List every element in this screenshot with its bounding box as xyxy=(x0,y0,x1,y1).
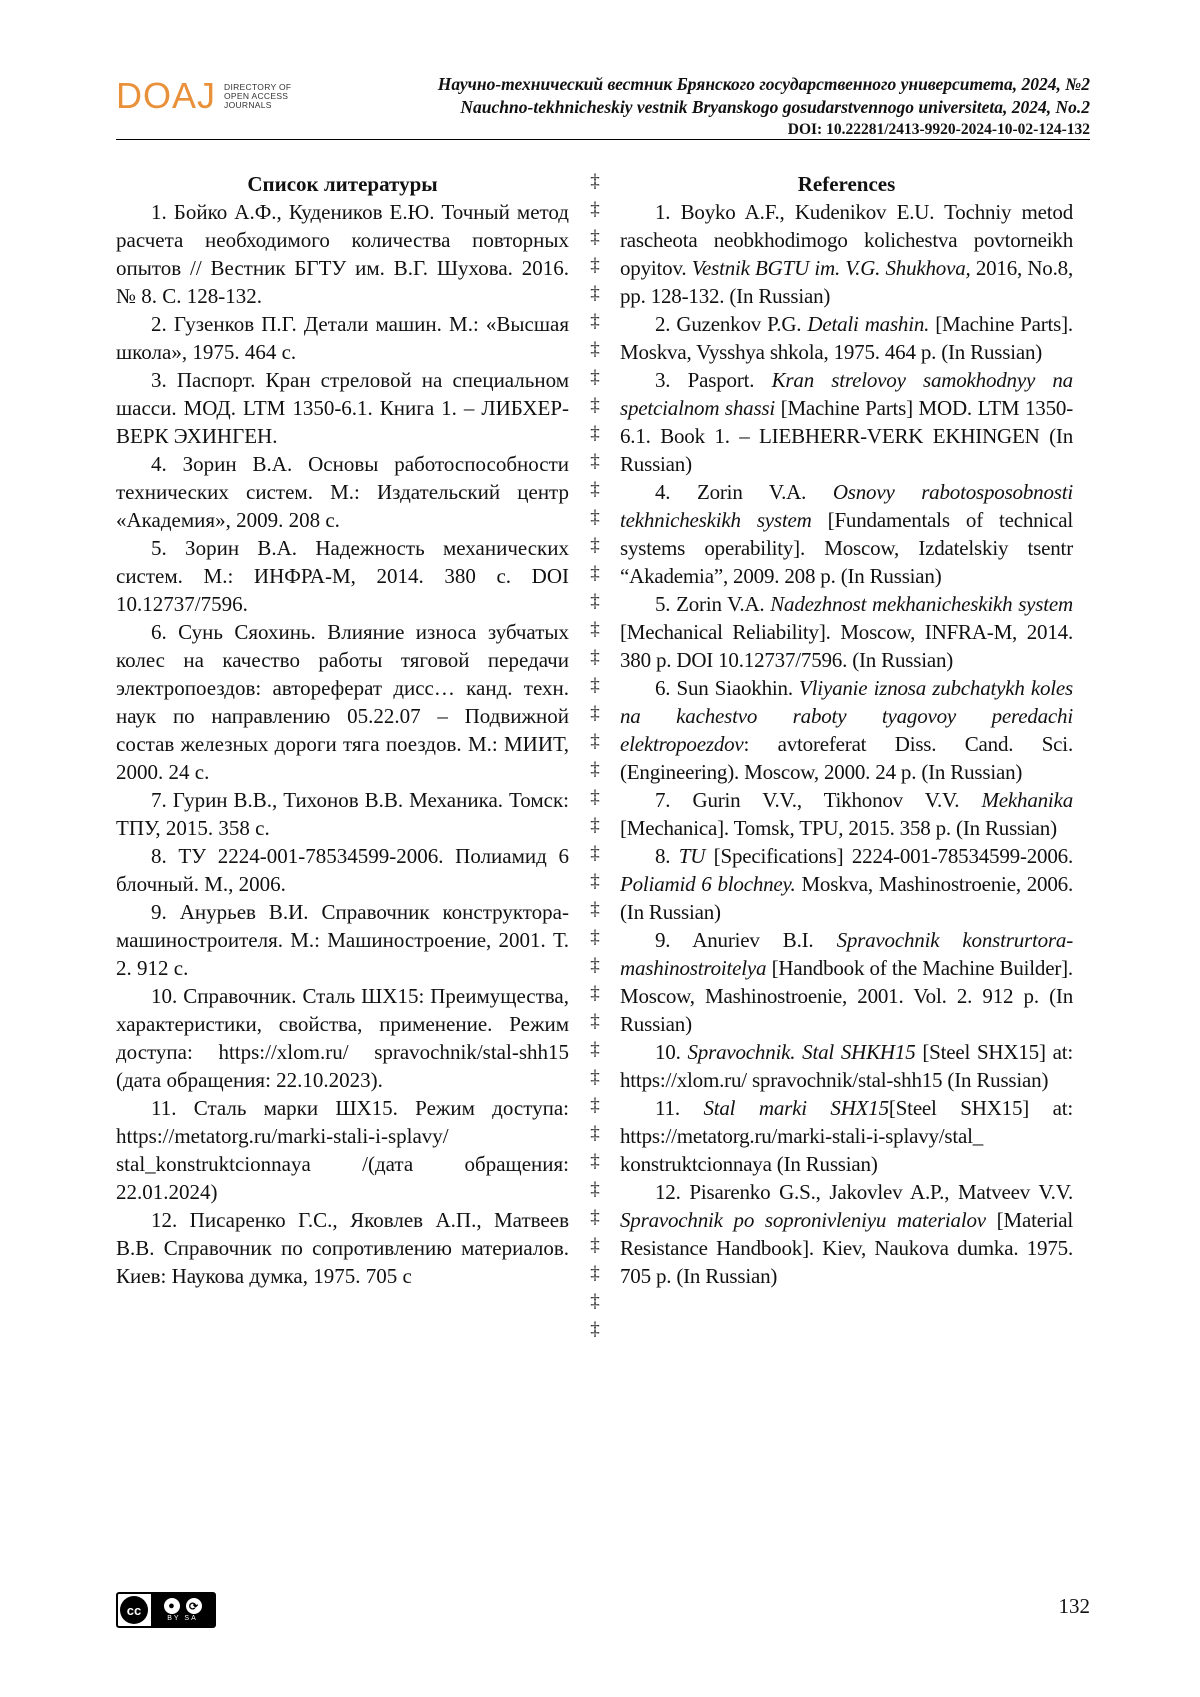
reference-item-ru: 6. Сунь Сяохинь. Влияние износа зубчатых колес на качество работы тяговой передачи электропоездов: автореферат дисс… канд. техн. наук по направлению 05.22.07 – Подвижной состав железных дороги тяга поездов. М.: МИИТ, 2000. 24 с. xyxy=(116,620,569,784)
person-icon: ● xyxy=(164,1598,180,1614)
divider-glyph: ‡ xyxy=(590,311,600,332)
divider-glyph: ‡ xyxy=(590,563,600,584)
column-divider xyxy=(584,168,606,1344)
doaj-logo-caption: DIRECTORY OF OPEN ACCESS JOURNALS xyxy=(224,81,292,110)
divider-glyph: ‡ xyxy=(590,199,600,220)
page-number: 132 xyxy=(1058,1594,1090,1618)
journal-title-ru: Научно-технический вестник Брянского государственного университета, 2024, №2 xyxy=(437,74,1090,94)
divider-glyph: ‡ xyxy=(590,675,600,696)
reference-item-ru: 5. Зорин В.А. Надежность механических систем. М.: ИНФРА-М, 2014. 380 с. DOI 10.12737/7596. xyxy=(116,536,569,616)
divider-glyph: ‡ xyxy=(590,1095,600,1116)
divider-glyph: ‡ xyxy=(590,787,600,808)
divider-glyph: ‡ xyxy=(590,367,600,388)
divider-glyph: ‡ xyxy=(590,1151,600,1172)
reference-item-en: 7. Gurin V.V., Tikhonov V.V. Mekhanika [Mechanica]. Tomsk, TPU, 2015. 358 p. (In Russian) xyxy=(620,788,1073,840)
reference-item-en: 3. Pasport. Kran strelovoy samokhodnyy na spetcialnom shassi [Machine Parts] MOD. LTM 1350-6.1. Book 1. – LIEBHERR-VERK EKHINGEN (In Russian) xyxy=(620,368,1073,476)
share-alike-icon: ⟳ xyxy=(186,1598,202,1614)
reference-item-ru: 4. Зорин В.А. Основы работоспособности технических систем. М.: Издательский центр «Академия», 2009. 208 с. xyxy=(116,452,569,532)
reference-list-ru-title: Список литературы xyxy=(247,172,438,196)
divider-glyph: ‡ xyxy=(590,1011,600,1032)
reference-item-en: 2. Guzenkov P.G. Detali mashin. [Machine Parts]. Moskva, Vysshya shkola, 1975. 464 p. (In Russian) xyxy=(620,312,1073,364)
doi: DOI: 10.22281/2413-9920-2024-10-02-124-132 xyxy=(787,121,1090,138)
divider-glyph: ‡ xyxy=(590,759,600,780)
divider-glyph: ‡ xyxy=(590,395,600,416)
reference-item-en: 12. Pisarenko G.S., Jakovlev A.P., Matveev V.V. Spravochnik po sopronivleniyu materialov [Material Resistance Handbook]. Kiev, Naukova dumka. 1975. 705 p. (In Russian) xyxy=(620,1180,1074,1288)
divider-glyph: ‡ xyxy=(590,1039,600,1060)
reference-list-en xyxy=(620,170,1073,1290)
divider-glyph: ‡ xyxy=(590,1179,600,1200)
divider-glyph: ‡ xyxy=(590,507,600,528)
reference-item-en: 11. Stal marki SHX15[Steel SHX15] at: https://metatorg.ru/marki-stali-i-splavy/stal_ konstruktcionnaya (In Russian) xyxy=(620,1096,1073,1176)
divider-glyph: ‡ xyxy=(590,479,600,500)
reference-item-ru: 9. Анурьев В.И. Справочник конструктора-машиностроителя. М.: Машиностроение, 2001. Т. 2. 912 с. xyxy=(116,900,569,980)
divider-glyph: ‡ xyxy=(590,983,600,1004)
reference-item-ru: 8. ТУ 2224-001-78534599-2006. Полиамид 6 блочный. М., 2006. xyxy=(116,844,569,896)
divider-glyph: ‡ xyxy=(590,871,600,892)
reference-item-ru: 10. Справочник. Сталь ШХ15: Преимущества, характеристики, свойства, применение. Режим доступа: https://xlom.ru/ spravochnik/stal-shh15 (дата обращения: 22.10.2023). xyxy=(116,984,569,1092)
divider-glyph: ‡ xyxy=(590,731,600,752)
divider-glyph: ‡ xyxy=(590,1067,600,1088)
reference-items-en xyxy=(620,198,1073,1290)
divider-glyph: ‡ xyxy=(590,171,600,192)
divider-glyph: ‡ xyxy=(590,1291,600,1312)
doaj-logo xyxy=(116,75,292,116)
reference-item-ru: 2. Гузенков П.Г. Детали машин. М.: «Высшая школа», 1975. 464 с. xyxy=(116,312,569,364)
divider-glyph: ‡ xyxy=(590,451,600,472)
running-header xyxy=(438,73,1090,140)
cc-badge: cc xyxy=(120,1596,148,1624)
reference-list-ru xyxy=(116,170,569,1290)
divider-glyph: ‡ xyxy=(590,535,600,556)
divider-glyph: ‡ xyxy=(590,815,600,836)
divider-glyph: ‡ xyxy=(590,703,600,724)
divider-glyph: ‡ xyxy=(590,227,600,248)
reference-item-en: 8. TU [Specifications] 2224-001-78534599-2006. Poliamid 6 blochney. Moskva, Mashinostroenie, 2006. (In Russian) xyxy=(620,844,1074,924)
reference-item-en: 6. Sun Siaokhin. Vliyanie iznosa zubchatykh koles na kachestvo raboty tyagovoy peredachi elektropoezdov: avtoreferat Diss. Cand. Sci. (Engineering). Moscow, 2000. 24 p. (In Russian) xyxy=(620,676,1074,784)
divider-glyph: ‡ xyxy=(590,255,600,276)
reference-list-en-title: References xyxy=(797,172,896,196)
divider-glyph: ‡ xyxy=(590,283,600,304)
divider-glyph: ‡ xyxy=(590,1263,600,1284)
cc-strip xyxy=(151,1594,214,1626)
divider-glyph: ‡ xyxy=(590,1123,600,1144)
reference-item-ru: 7. Гурин В.В., Тихонов В.В. Механика. Томск: ТПУ, 2015. 358 с. xyxy=(116,788,569,840)
divider-glyph: ‡ xyxy=(590,423,600,444)
divider-glyph: ‡ xyxy=(590,591,600,612)
divider-glyph: ‡ xyxy=(590,1235,600,1256)
reference-item-ru: 3. Паспорт. Кран стреловой на специальном шасси. МОД. LTM 1350-6.1. Книга 1. – ЛИБХЕР-ВЕРК ЭХИНГЕН. xyxy=(116,368,569,448)
divider-glyph: ‡ xyxy=(590,899,600,920)
header-rule xyxy=(116,139,1090,140)
reference-item-en: 10. Spravochnik. Stal SHKH15 [Steel SHX15] at: https://xlom.ru/ spravochnik/stal-shh15 (In Russian) xyxy=(620,1040,1073,1092)
divider-glyph: ‡ xyxy=(590,1319,600,1340)
reference-item-en: 9. Anuriev B.I. Spravochnik konstrurtora-mashinostroitelya [Handbook of the Machine Builder]. Moscow, Mashinostroenie, 2001. Vol. 2. 912 p. (In Russian) xyxy=(620,928,1073,1036)
reference-item-en: 4. Zorin V.A. Osnovy rabotosposobnosti tekhnicheskikh system [Fundamentals of technical systems operability]. Moscow, Izdatelskiy tsentr “Akademia”, 2009. 208 p. (In Russian) xyxy=(620,480,1074,588)
reference-item-en: 1. Boyko A.F., Kudenikov E.U. Tochniy metod rascheota neobkhodimogo kolichestva povtorneikh opyitov. Vestnik BGTU im. V.G. Shukhova, 2016, No.8, pp. 128-132. (In Russian) xyxy=(620,200,1073,308)
reference-item-ru: 11. Сталь марки ШХ15. Режим доступа: https://metatorg.ru/marki-stali-i-splavy/ stal_konstruktcionnaya /(дата обращения: 22.01.2024) xyxy=(116,1096,569,1204)
divider-glyph: ‡ xyxy=(590,619,600,640)
doaj-logo-word: DOAJ xyxy=(116,75,217,116)
journal-title-en: Nauchno-tekhnicheskiy vestnik Bryanskogo gosudarstvennogo universiteta, 2024, No.2 xyxy=(460,97,1090,117)
reference-item-ru: 1. Бойко А.Ф., Кудеников Е.Ю. Точный метод расчета необходимого количества повторных опытов // Вестник БГТУ им. В.Г. Шухова. 2016. № 8. С. 128-132. xyxy=(116,200,569,308)
reference-items-ru xyxy=(116,198,569,1290)
reference-item-en: 5. Zorin V.A. Nadezhnost mekhanicheskikh system [Mechanical Reliability]. Moscow, INFRA-M, 2014. 380 p. DOI 10.12737/7596. (In Russian) xyxy=(620,592,1073,672)
cc-terms: BY SA xyxy=(167,1615,198,1622)
reference-item-ru: 12. Писаренко Г.С., Яковлев А.П., Матвеев В.В. Справочник по сопротивлению материалов. Киев: Наукова думка, 1975. 705 с xyxy=(116,1208,569,1288)
divider-glyph: ‡ xyxy=(590,1207,600,1228)
cc-by-sa-license-icon xyxy=(116,1592,216,1628)
divider-glyph: ‡ xyxy=(590,955,600,976)
divider-glyph: ‡ xyxy=(590,647,600,668)
divider-glyph: ‡ xyxy=(590,339,600,360)
divider-glyph: ‡ xyxy=(590,927,600,948)
divider-glyph: ‡ xyxy=(590,843,600,864)
